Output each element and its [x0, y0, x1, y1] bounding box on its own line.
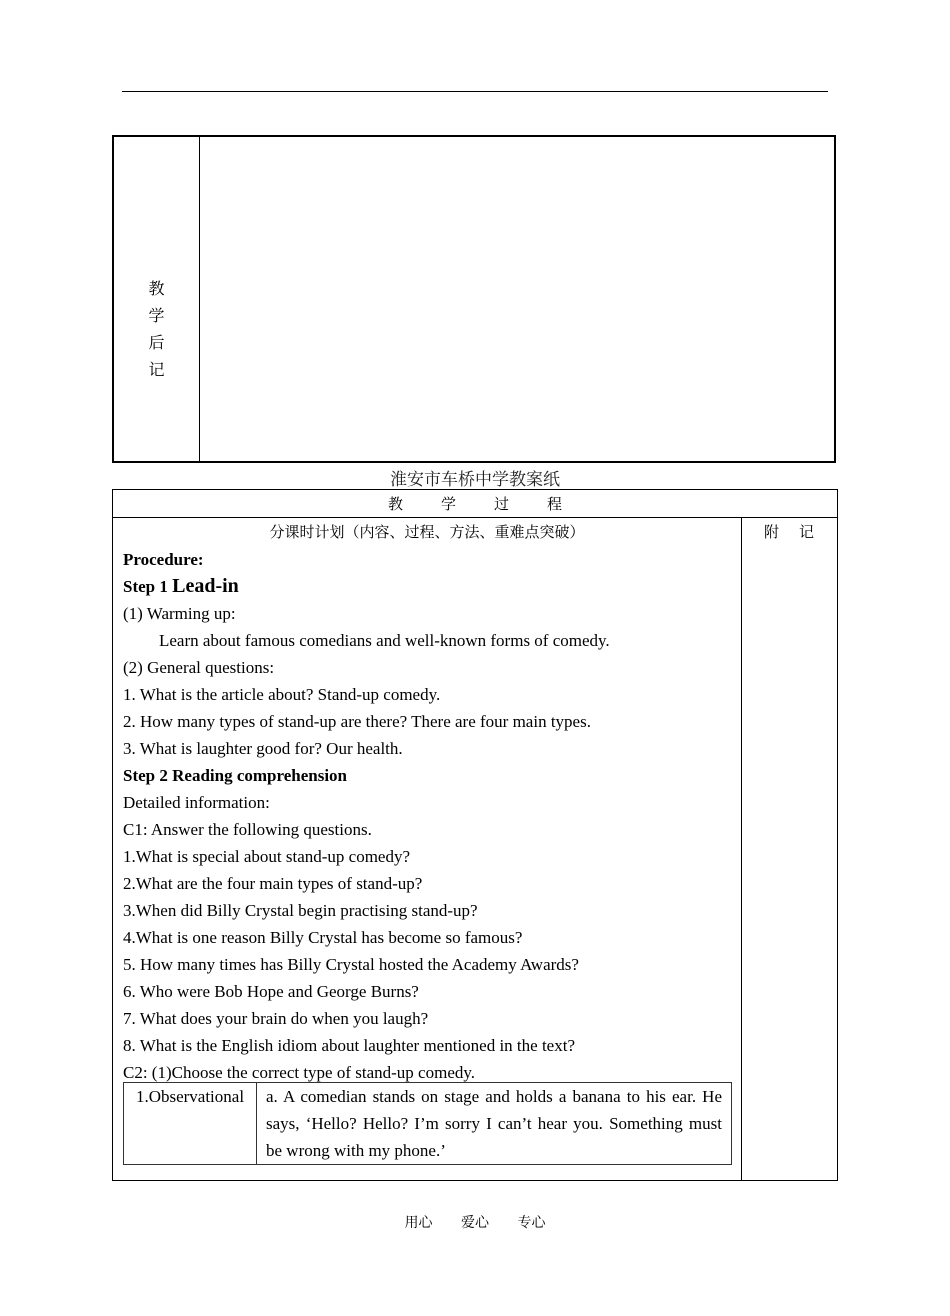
column-divider: [741, 518, 742, 1180]
line: Learn about famous comedians and well-known forms of comedy.: [159, 631, 610, 650]
line: 1.What is special about stand-up comedy?: [123, 847, 411, 866]
line: 2.What are the four main types of stand-up?: [123, 874, 423, 893]
line: 3.When did Billy Crystal begin practising stand-up?: [123, 901, 478, 920]
header-rule: [122, 91, 828, 92]
line: 4.What is one reason Billy Crystal has become so famous?: [123, 928, 523, 947]
comedy-type-table: [123, 1082, 732, 1165]
line: 2. How many types of stand-up are there? There are four main types.: [123, 712, 591, 731]
line: Detailed information:: [123, 793, 270, 812]
type-cell: 1.Observational: [124, 1083, 257, 1164]
notes-header: 附记: [763, 523, 834, 541]
column-divider: [199, 137, 200, 461]
label-line: 后记: [148, 333, 183, 379]
line: (1) Warming up:: [123, 604, 236, 623]
line: C1: Answer the following questions.: [123, 820, 372, 839]
footer: 用心 爱心 专心: [404, 1215, 546, 1231]
line: 6. Who were Bob Hope and George Burns?: [123, 982, 419, 1001]
label-line: 教学: [148, 279, 183, 325]
line: C2: (1)Choose the correct type of stand-up comedy.: [123, 1063, 476, 1082]
reflection-label: [114, 275, 199, 383]
line: 7. What does your brain do when you laugh?: [123, 1009, 429, 1028]
example-cell: a. A comedian stands on stage and holds a banana to his ear. He says, ‘Hello? Hello? I’m sorry I can’t hear you. Something must be wrong with my phone.’: [266, 1087, 722, 1160]
line: 1. What is the article about? Stand-up comedy.: [123, 685, 441, 704]
heading: Step 2 Reading comprehension: [123, 766, 348, 785]
plan-subheader: 分课时计划（内容、过程、方法、重难点突破）: [269, 523, 585, 541]
table-header: 教学过程: [113, 490, 837, 518]
heading: Procedure:: [123, 550, 204, 569]
line: 8. What is the English idiom about laughter mentioned in the text?: [123, 1036, 575, 1055]
lesson-table: [112, 489, 838, 1181]
line: (2) General questions:: [123, 658, 275, 677]
procedure-content: [123, 546, 733, 1086]
heading: Step 1 Lead-in: [123, 575, 239, 597]
page-title: 淮安市车桥中学教案纸: [390, 470, 560, 490]
reflection-table: [112, 135, 836, 463]
line: 5. How many times has Billy Crystal hosted the Academy Awards?: [123, 955, 579, 974]
line: 3. What is laughter good for? Our health.: [123, 739, 403, 758]
